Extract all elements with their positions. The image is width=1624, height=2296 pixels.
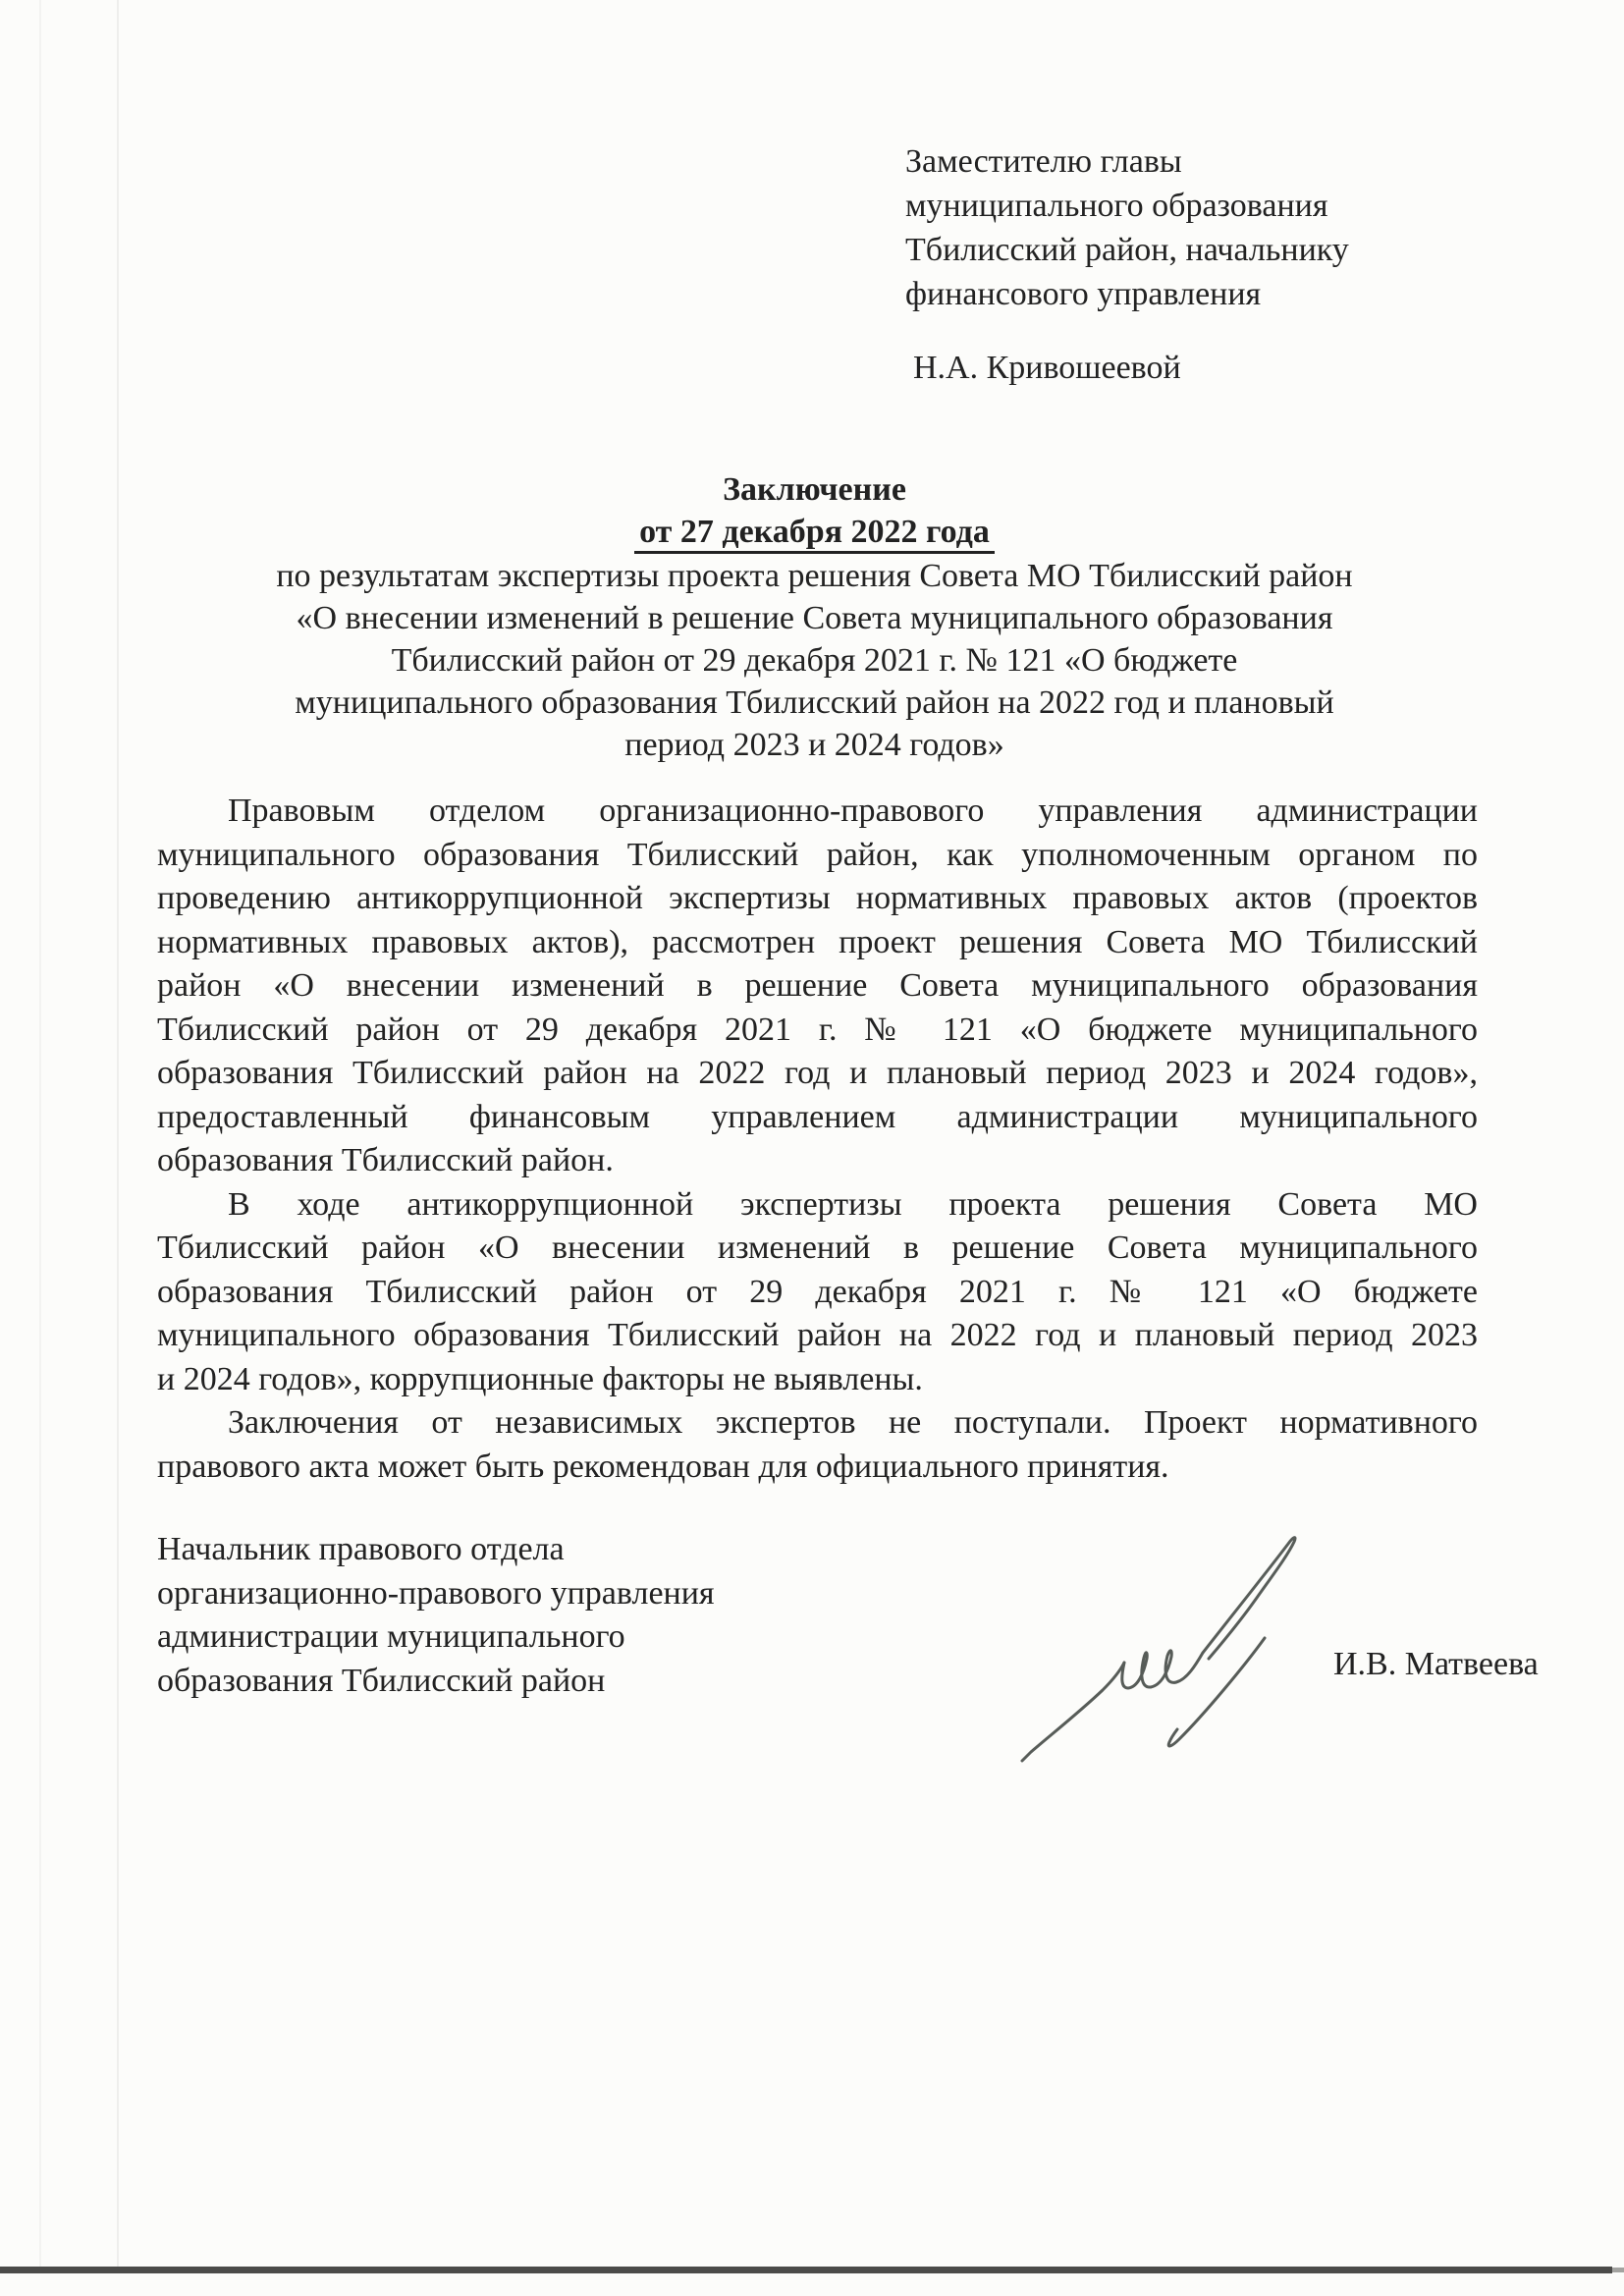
paragraph2-line: В ходе антикоррупционной экспертизы проекта решения Совета МО [228,1185,1478,1223]
paragraph1-line: район «О внесении изменений в решение Совета муниципального образования [157,967,1478,1004]
recipient-name: Н.А. Кривошеевой [913,350,1181,386]
title-subtitle-line: «О внесении изменений в решение Совета муниципального образования [296,600,1333,636]
title-subtitle-line: Тбилисский район от 29 декабря 2021 г. № 121 «О бюджете [391,642,1238,679]
signoff-position-line: образования Тбилисский район [157,1662,606,1699]
paragraph1-line: образования Тбилисский район на 2022 год и плановый период 2023 и 2024 годов», [157,1055,1478,1091]
paragraph1-line: предоставленный финансовым управлением администрации муниципального [157,1098,1478,1135]
paragraph1-line: проведению антикоррупционной экспертизы нормативных правовых актов (проектов [157,880,1478,916]
signoff-position-line: администрации муниципального [157,1618,625,1655]
title-subtitle-line: период 2023 и 2024 годов» [624,727,1004,763]
scan-fold-line [39,0,41,2267]
addressee-block [905,139,1367,390]
paragraph1-line: муниципального образования Тбилисский район, как уполномоченным органом по [157,836,1478,873]
addressee-line: Тбилисский район, начальнику [905,232,1349,268]
signoff-position-line: организационно-правового управления [157,1574,715,1612]
title-subtitle-line: по результатам экспертизы проекта решения Совета МО Тбилисский район [276,558,1353,594]
paragraph3-line: правового акта может быть рекомендован для официального принятия. [157,1448,1169,1485]
title-block [154,468,1475,766]
addressee-line: муниципального образования [905,188,1328,224]
signer-name: И.В. Матвеева [1333,1646,1539,1682]
paragraph1-line: образования Тбилисский район. [157,1142,614,1178]
paragraph2-line: образования Тбилисский район от 29 декабря 2021 г. № 121 «О бюджете [157,1273,1478,1310]
scanner-edge-shadow [0,2267,1612,2273]
paragraph2-line: муниципального образования Тбилисский район на 2022 год и плановый период 2023 [157,1317,1478,1353]
signoff-block [157,1528,746,1703]
addressee-line: финансового управления [905,276,1262,312]
paragraph1-line: нормативных правовых актов), рассмотрен проект решения Совета МО Тбилисский [157,923,1478,960]
scan-fold-line [117,0,119,2267]
paragraph2-line: и 2024 годов», коррупционные факторы не выявлены. [157,1360,923,1397]
paragraph1-line: Тбилисский район от 29 декабря 2021 г. № 121 «О бюджете муниципального [157,1011,1478,1048]
body-text [157,790,1478,1489]
paragraph2-line: Тбилисский район «О внесении изменений в решение Совета муниципального [157,1230,1478,1266]
paragraph1-line: Правовым отделом организационно-правового управления администрации [228,793,1478,829]
document-title: Заключение [723,471,906,508]
document-date [154,511,1475,553]
paragraph3-line: Заключения от независимых экспертов не поступали. Проект нормативного [228,1404,1478,1441]
handwritten-signature-icon [957,1507,1311,1773]
addressee-line: Заместителю главы [905,143,1182,180]
scanner-edge-shadow-tail [1612,2268,1624,2272]
document-date-text: от 27 декабря 2022 года [634,514,995,554]
title-subtitle-line: муниципального образования Тбилисский район на 2022 год и плановый [295,684,1334,721]
signoff-position-line: Начальник правового отдела [157,1531,565,1567]
